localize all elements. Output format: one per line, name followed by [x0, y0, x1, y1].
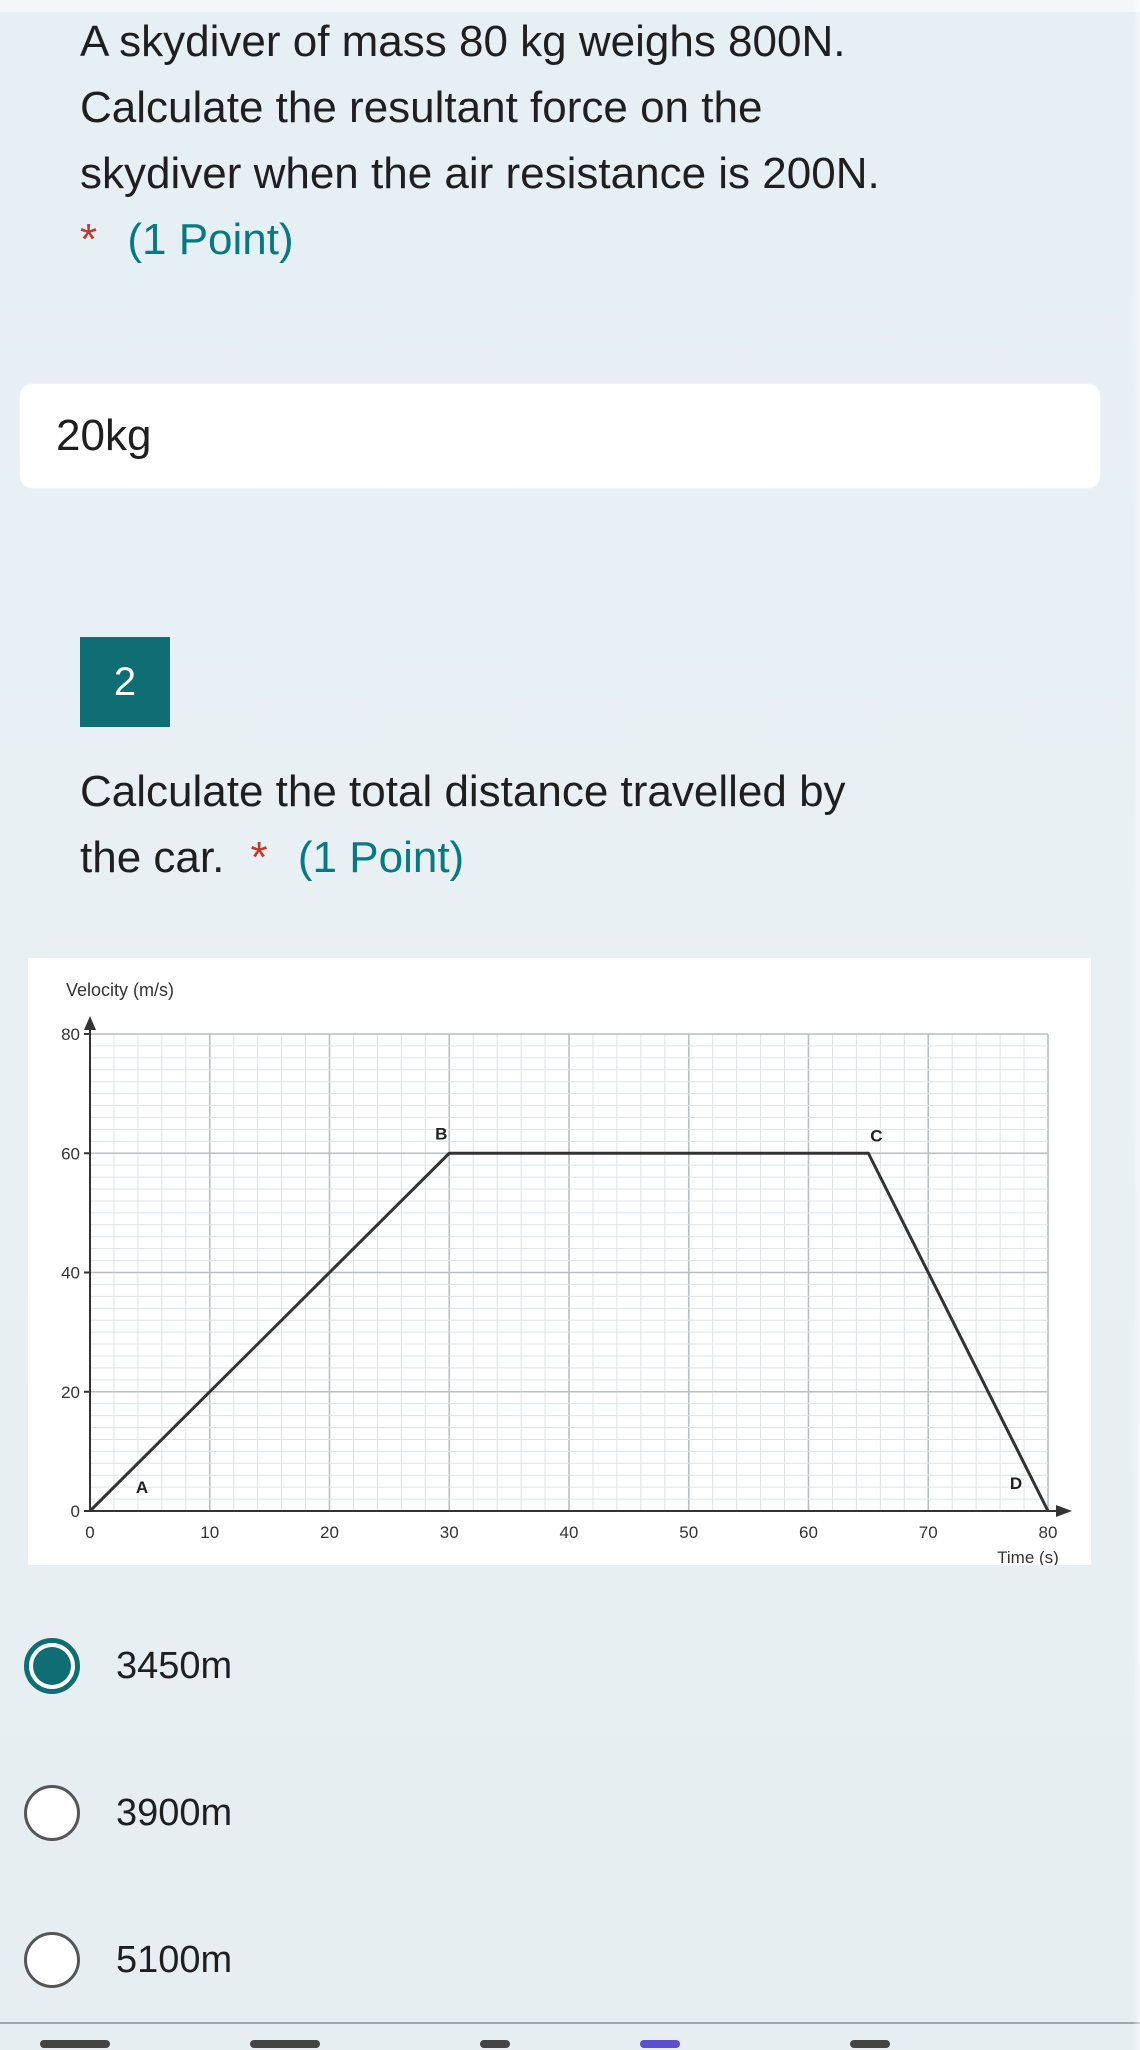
x-tick-label: 80: [1038, 1523, 1058, 1542]
point-label: B: [435, 1124, 448, 1144]
x-tick-label: 70: [918, 1523, 938, 1542]
nav-segment: [40, 2040, 110, 2048]
question-1-text: [80, 9, 1080, 207]
nav-segment: [250, 2040, 320, 2048]
question-1-meta: [80, 207, 294, 273]
required-marker: *: [80, 215, 98, 264]
x-axis-label: Time (s): [997, 1548, 1059, 1565]
radio-unselected-icon[interactable]: [24, 1932, 80, 1988]
point-label: D: [1009, 1474, 1023, 1493]
question-1-line: A skydiver of mass 80 kg weighs 800N.: [80, 17, 846, 66]
radio-selected-icon[interactable]: [24, 1638, 80, 1694]
velocity-time-graph: [28, 958, 1091, 1565]
question-2-line: [80, 825, 1080, 891]
x-tick-label: 60: [799, 1523, 818, 1542]
y-axis-label: Velocity (m/s): [66, 980, 175, 1000]
x-tick-label: 0: [85, 1523, 95, 1542]
x-tick-label: 40: [559, 1523, 579, 1542]
point-label: A: [135, 1478, 149, 1497]
bottom-nav-hint: [0, 2040, 1140, 2050]
x-tick-label: 50: [679, 1523, 699, 1542]
question-1-line: skydiver when the air resistance is 200N.: [80, 149, 880, 198]
question-2-line-text: the car.: [80, 833, 225, 882]
divider: [0, 2022, 1140, 2024]
question-1-line: Calculate the resultant force on the: [80, 83, 763, 132]
question-1-points: (1 Point): [127, 215, 294, 264]
option-5100m[interactable]: [24, 1928, 232, 1992]
question-1-answer-value: 20kg: [56, 411, 152, 460]
y-tick-label: 80: [61, 1025, 80, 1044]
point-label: C: [870, 1126, 883, 1146]
right-edge: [1132, 0, 1140, 2050]
question-2-text: [80, 759, 1080, 891]
radio-dot: [33, 1647, 71, 1685]
option-3900m[interactable]: [24, 1781, 232, 1845]
question-2-points: (1 Point): [297, 833, 465, 882]
y-tick-label: 20: [61, 1382, 80, 1402]
nav-segment: [850, 2040, 890, 2048]
option-3450m[interactable]: [24, 1634, 232, 1698]
nav-segment: [480, 2040, 510, 2048]
nav-segment: [640, 2040, 680, 2048]
y-tick-label: 60: [61, 1144, 80, 1164]
y-tick-label: 40: [61, 1263, 80, 1283]
question-2-number-badge: 2: [80, 637, 170, 727]
option-label: 5100m: [116, 1938, 233, 1981]
velocity-time-chart: [28, 958, 1091, 1565]
x-tick-label: 20: [320, 1523, 339, 1542]
question-2-line: Calculate the total distance travelled by: [80, 767, 846, 816]
required-marker: *: [250, 833, 268, 882]
question-1-answer-field[interactable]: [20, 384, 1100, 488]
x-tick-label: 30: [439, 1523, 459, 1542]
radio-unselected-icon[interactable]: [24, 1785, 80, 1841]
y-axis-arrow: [84, 1016, 96, 1030]
y-tick-label: 0: [70, 1502, 80, 1521]
option-label: 3450m: [116, 1644, 233, 1687]
option-label: 3900m: [116, 1791, 233, 1834]
x-tick-label: 10: [200, 1523, 220, 1542]
x-axis-arrow: [1056, 1505, 1072, 1517]
